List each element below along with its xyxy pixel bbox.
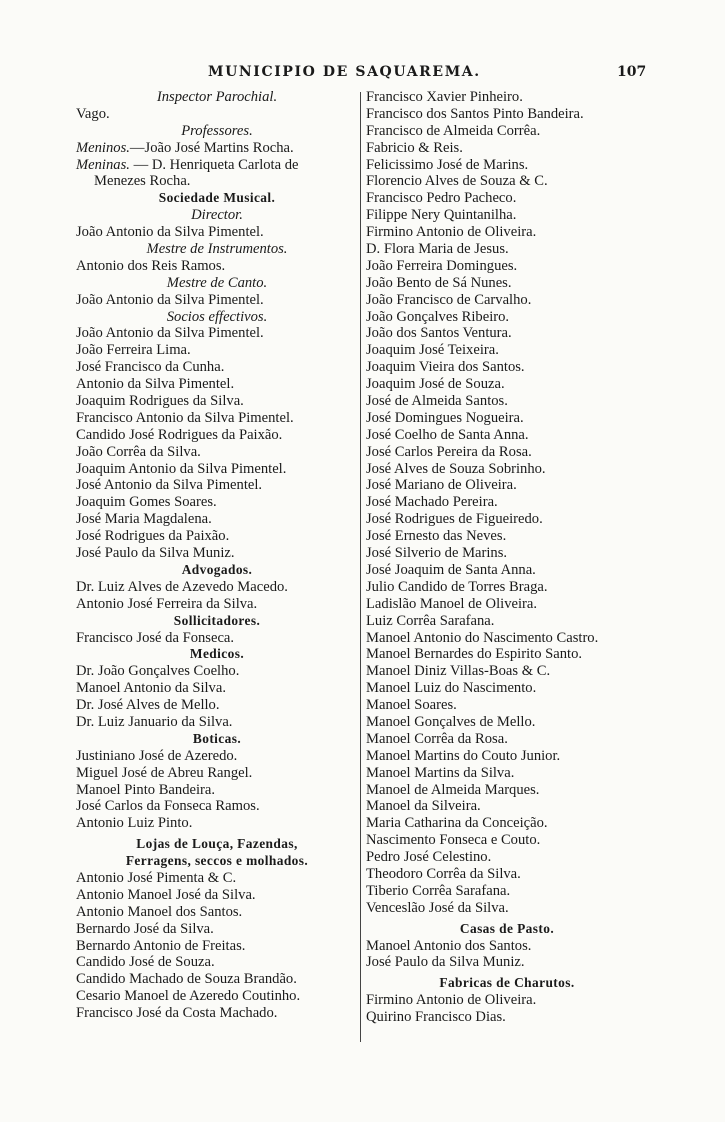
- list-item: Manoel Antonio da Silva.: [76, 680, 226, 697]
- list-item: Bernardo José da Silva.: [76, 920, 214, 937]
- list-item: Manoel Antonio dos Santos.: [366, 937, 532, 954]
- list-item: José Francisco da Cunha.: [76, 359, 225, 376]
- list-item: Manoel Martins do Couto Junior.: [366, 747, 561, 764]
- list-item: Manoel da Silveira.: [366, 798, 481, 815]
- left-column: [76, 89, 358, 1022]
- subsection-heading: Mestre de Canto.: [166, 274, 268, 291]
- section-heading: Inspector Parochial.: [156, 89, 278, 105]
- list-item: José Machado Pereira.: [366, 494, 498, 511]
- list-item: Candido José Rodrigues da Paixão.: [76, 426, 283, 443]
- list-item: Manoel Antonio do Nascimento Castro.: [366, 629, 599, 646]
- list-item: Candido José de Souza.: [76, 954, 215, 971]
- list-item: Manoel de Almeida Marques.: [366, 781, 540, 798]
- list-item: Francisco de Almeida Corrêa.: [366, 122, 541, 139]
- list-item: Francisco Antonio da Silva Pimentel.: [76, 409, 294, 426]
- entry-continuation: Menezes Rocha.: [94, 173, 191, 190]
- list-item: Cesario Manoel de Azeredo Coutinho.: [76, 988, 301, 1005]
- list-item: Manoel Pinto Bandeira.: [76, 781, 216, 798]
- subsection-heading: Socios effectivos.: [166, 308, 268, 325]
- list-item: Quirino Francisco Dias.: [366, 1009, 506, 1026]
- list-item: João Antonio da Silva Pimentel.: [76, 325, 264, 342]
- list-item: Nascimento Fonseca e Couto.: [366, 832, 541, 849]
- list-item: Antonio da Silva Pimentel.: [76, 376, 235, 393]
- entry-text: —João José Martins Rocha.: [129, 139, 294, 156]
- list-item: Luiz Corrêa Sarafana.: [366, 612, 495, 629]
- section-heading: Boticas.: [192, 730, 242, 746]
- list-item: Antonio Manoel dos Santos.: [76, 903, 243, 920]
- list-item: Francisco Xavier Pinheiro.: [366, 89, 523, 105]
- section-heading: Professores.: [181, 122, 253, 139]
- list-item: Dr. Luiz Januario da Silva.: [76, 713, 233, 730]
- list-item: José Domingues Nogueira.: [366, 409, 524, 426]
- entry: João Antonio da Silva Pimentel.: [76, 291, 264, 308]
- list-item: João Ferreira Domingues.: [366, 257, 518, 274]
- list-item: Firmino Antonio de Oliveira.: [366, 992, 537, 1009]
- list-item: José de Almeida Santos.: [366, 393, 508, 410]
- list-item: Manoel Martins da Silva.: [366, 764, 515, 781]
- list-item: João Francisco de Carvalho.: [366, 291, 532, 308]
- list-item: D. Flora Maria de Jesus.: [366, 241, 509, 258]
- list-item: Justiniano José de Azeredo.: [76, 747, 238, 764]
- list-item: João Corrêa da Silva.: [76, 443, 201, 460]
- lojas-continued-list: [362, 89, 652, 917]
- list-item: Joaquim José Teixeira.: [366, 342, 499, 359]
- list-item: Manoel Soares.: [366, 697, 457, 714]
- list-item: Dr. José Alves de Mello.: [76, 697, 220, 714]
- subsection-heading: Mestre de Instrumentos.: [146, 241, 288, 258]
- list-item: José Silverio de Marins.: [366, 545, 508, 562]
- list-item: Fabricio & Reis.: [366, 139, 463, 156]
- list-item: José Carlos da Fonseca Ramos.: [76, 798, 260, 815]
- list-item: Francisco José da Fonseca.: [76, 629, 235, 646]
- list-item: José Maria Magdalena.: [76, 511, 212, 528]
- list-item: José Joaquim de Santa Anna.: [366, 561, 536, 578]
- entry-label: Meninos.: [76, 139, 130, 156]
- list-item: Manoel Bernardes do Espirito Santo.: [366, 646, 583, 663]
- list-item: José Paulo da Silva Muniz.: [76, 545, 235, 562]
- list-item: Bernardo Antonio de Freitas.: [76, 937, 246, 954]
- list-item: Ladislão Manoel de Oliveira.: [366, 595, 538, 612]
- list-item: José Paulo da Silva Muniz.: [366, 954, 525, 971]
- page-header: [0, 64, 725, 86]
- list-item: José Rodrigues de Figueiredo.: [366, 511, 543, 528]
- entry: João Antonio da Silva Pimentel.: [76, 224, 264, 241]
- list-item: José Alves de Souza Sobrinho.: [366, 460, 546, 477]
- list-item: João dos Santos Ventura.: [366, 325, 512, 342]
- list-item: Filippe Nery Quintanilha.: [366, 207, 517, 224]
- list-item: Firmino Antonio de Oliveira.: [366, 224, 537, 241]
- section-heading: Advogados.: [181, 561, 253, 577]
- page-title: MUNICIPIO DE SAQUAREMA.: [208, 64, 481, 80]
- section-heading: Medicos.: [189, 646, 245, 662]
- right-column: [362, 89, 652, 1026]
- list-item: Antonio José Ferreira da Silva.: [76, 595, 258, 612]
- entry: Vago.: [76, 105, 110, 122]
- list-item: João Ferreira Lima.: [76, 342, 191, 359]
- list-item: Theodoro Corrêa da Silva.: [366, 865, 521, 882]
- list-item: José Mariano de Oliveira.: [366, 477, 517, 494]
- subsection-heading: Director.: [191, 207, 243, 224]
- list-item: Joaquim Antonio da Silva Pimentel.: [76, 460, 287, 477]
- list-item: Pedro José Celestino.: [366, 849, 492, 866]
- list-item: José Coelho de Santa Anna.: [366, 426, 529, 443]
- entry-label: Meninas.: [76, 156, 130, 173]
- socios-list: [76, 325, 358, 561]
- list-item: Manoel Diniz Villas-Boas & C.: [366, 663, 551, 680]
- list-item: Candido Machado de Souza Brandão.: [76, 971, 297, 988]
- section-heading: Fabricas de Charutos.: [439, 975, 575, 991]
- entry: Antonio dos Reis Ramos.: [76, 257, 226, 274]
- list-item: Miguel José de Abreu Rangel.: [76, 764, 253, 781]
- list-item: Francisco dos Santos Pinto Bandeira.: [366, 105, 584, 122]
- entry: [76, 157, 358, 174]
- list-item: Antonio Manoel José da Silva.: [76, 886, 256, 903]
- page-number: 107: [617, 64, 647, 80]
- list-item: Antonio Luiz Pinto.: [76, 815, 193, 832]
- list-item: Julio Candido de Torres Braga.: [366, 578, 548, 595]
- section-heading: Sociedade Musical.: [158, 190, 276, 206]
- section-heading: Casas de Pasto.: [459, 920, 555, 936]
- list-item: Manoel Gonçalves de Mello.: [366, 713, 536, 730]
- entry-text: — D. Henriqueta Carlota de: [129, 156, 299, 173]
- list-item: José Ernesto das Neves.: [366, 528, 507, 545]
- list-item: Venceslão José da Silva.: [366, 899, 509, 916]
- list-item: Dr. João Gonçalves Coelho.: [76, 663, 240, 680]
- entry: [76, 140, 358, 157]
- list-item: Tiberio Corrêa Sarafana.: [366, 882, 511, 899]
- list-item: Maria Catharina da Conceição.: [366, 815, 548, 832]
- list-item: Felicissimo José de Marins.: [366, 156, 529, 173]
- list-item: Manoel Luiz do Nascimento.: [366, 680, 537, 697]
- list-item: José Carlos Pereira da Rosa.: [366, 443, 532, 460]
- list-item: Joaquim José de Souza.: [366, 376, 505, 393]
- list-item: José Rodrigues da Paixão.: [76, 528, 230, 545]
- section-heading: Ferragens, seccos e molhados.: [125, 853, 309, 869]
- list-item: Joaquim Vieira dos Santos.: [366, 359, 525, 376]
- list-item: Florencio Alves de Souza & C.: [366, 173, 548, 190]
- list-item: Joaquim Gomes Soares.: [76, 494, 217, 511]
- list-item: João Bento de Sá Nunes.: [366, 274, 512, 291]
- list-item: Francisco José da Costa Machado.: [76, 1005, 278, 1022]
- list-item: Joaquim Rodrigues da Silva.: [76, 393, 244, 410]
- list-item: Manoel Corrêa da Rosa.: [366, 730, 508, 747]
- section-heading: Lojas de Louça, Fazendas,: [136, 836, 298, 852]
- column-divider: [360, 92, 361, 1042]
- section-heading: Sollicitadores.: [173, 612, 261, 628]
- list-item: Francisco Pedro Pacheco.: [366, 190, 517, 207]
- list-item: João Gonçalves Ribeiro.: [366, 308, 510, 325]
- list-item: José Antonio da Silva Pimentel.: [76, 477, 263, 494]
- list-item: Dr. Luiz Alves de Azevedo Macedo.: [76, 578, 288, 595]
- list-item: Antonio José Pimenta & C.: [76, 869, 237, 886]
